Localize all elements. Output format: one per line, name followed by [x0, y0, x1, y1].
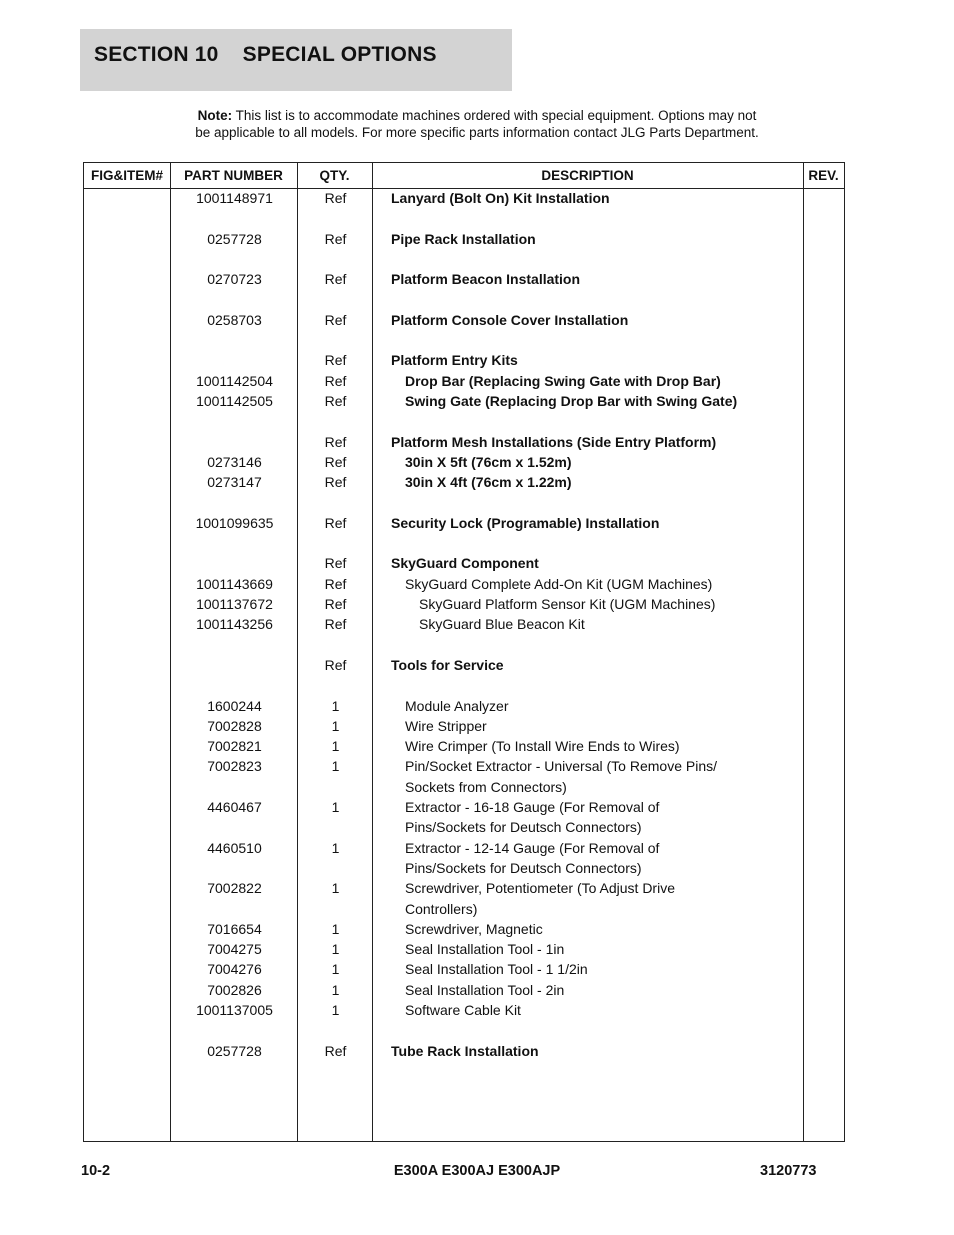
note-label: Note:: [197, 108, 233, 123]
qty-cell: Ref: [324, 453, 347, 470]
qty-cell: 1: [331, 920, 340, 937]
table-row: [84, 777, 844, 797]
description-cell: Module Analyzer: [405, 697, 509, 714]
qty-cell: Ref: [324, 311, 347, 328]
table-row: [84, 756, 844, 776]
description-cell: 30in X 5ft (76cm x 1.52m): [405, 453, 572, 470]
note-line-1: [80, 107, 874, 124]
qty-cell: 1: [331, 839, 340, 856]
table-row: [84, 269, 844, 289]
part-number-cell: 1600244: [207, 697, 262, 714]
qty-cell: 1: [331, 941, 340, 958]
table-row: [84, 472, 844, 492]
part-number-cell: 7002823: [207, 758, 262, 775]
description-cell: SkyGuard Complete Add-On Kit (UGM Machines): [405, 575, 713, 592]
table-row: [84, 939, 844, 959]
description-cell: Pin/Socket Extractor - Universal (To Remove Pins/: [405, 758, 717, 775]
part-number-cell: 1001148971: [196, 190, 273, 206]
description-cell: SkyGuard Platform Sensor Kit (UGM Machines): [419, 596, 716, 612]
qty-cell: Ref: [324, 1042, 347, 1059]
part-number-cell: 1001143669: [196, 575, 273, 592]
description-cell: Pins/Sockets for Deutsch Connectors): [405, 819, 642, 836]
table-row: [84, 614, 844, 634]
part-number-cell: 0273147: [207, 474, 262, 491]
qty-cell: Ref: [324, 575, 347, 592]
header-part-number: PART NUMBER: [184, 168, 283, 183]
table-row: [84, 696, 844, 716]
qty-cell: Ref: [324, 616, 347, 633]
description-cell: Lanyard (Bolt On) Kit Installation: [391, 190, 610, 206]
description-cell: 30in X 4ft (76cm x 1.22m): [405, 474, 572, 491]
description-cell: Screwdriver, Magnetic: [405, 920, 543, 937]
part-number-cell: 7004275: [207, 941, 262, 958]
part-number-cell: 4460510: [207, 839, 262, 856]
table-row: [84, 797, 844, 817]
section-title: SECTION 10 SPECIAL OPTIONS: [94, 43, 437, 66]
header-description: DESCRIPTION: [541, 168, 634, 183]
table-row: [84, 980, 844, 1000]
part-number-cell: 0258703: [207, 311, 262, 328]
part-number-cell: 0257728: [207, 230, 262, 247]
table-row: [84, 574, 844, 594]
qty-cell: Ref: [324, 393, 347, 409]
table-row: [84, 350, 844, 370]
part-number-cell: 1001099635: [195, 514, 274, 531]
description-cell: Security Lock (Programable) Installation: [391, 514, 660, 531]
table-row: [84, 878, 844, 898]
table-row: [84, 391, 844, 411]
qty-cell: 1: [331, 758, 340, 775]
table-row: [84, 716, 844, 736]
table-row: [84, 817, 844, 837]
description-cell: Seal Installation Tool - 2in: [405, 981, 565, 998]
part-number-cell: 4460467: [207, 799, 262, 815]
note-text-1: This list is to accommodate machines ordered with special equipment. Options may not: [232, 108, 757, 123]
part-number-cell: 0270723: [207, 271, 262, 288]
part-number-cell: 7002821: [207, 738, 262, 755]
qty-cell: 1: [331, 1002, 340, 1018]
table-row: [84, 655, 844, 675]
note: [80, 107, 874, 141]
description-cell: Seal Installation Tool - 1in: [405, 941, 565, 958]
table-row: [84, 736, 844, 756]
qty-cell: Ref: [324, 514, 347, 531]
header-fig-item: FIG&ITEM#: [90, 168, 163, 183]
table-row: [84, 432, 844, 452]
table-row: [84, 858, 844, 878]
description-cell: Swing Gate (Replacing Drop Bar with Swing Gate): [405, 393, 738, 409]
part-number-cell: 1001137672: [196, 596, 273, 612]
qty-cell: Ref: [324, 474, 347, 491]
description-cell: SkyGuard Blue Beacon Kit: [419, 616, 585, 633]
table-row: [84, 229, 844, 249]
qty-cell: Ref: [324, 372, 347, 389]
description-cell: Platform Entry Kits: [391, 352, 518, 369]
description-cell: Platform Console Cover Installation: [391, 311, 629, 328]
qty-cell: Ref: [324, 352, 347, 369]
part-number-cell: 1001142505: [196, 393, 273, 409]
qty-cell: Ref: [324, 555, 347, 572]
qty-cell: 1: [331, 880, 340, 897]
qty-cell: Ref: [324, 190, 347, 206]
part-number-cell: 0257728: [207, 1042, 262, 1059]
description-cell: Software Cable Kit: [405, 1002, 521, 1018]
qty-cell: Ref: [324, 596, 347, 612]
part-number-cell: 7002828: [207, 717, 262, 734]
description-cell: Pipe Rack Installation: [391, 230, 536, 247]
table-row: [84, 452, 844, 472]
qty-cell: Ref: [324, 656, 347, 673]
table-row: [84, 310, 844, 330]
model-list: E300A E300AJ E300AJP: [393, 1163, 561, 1179]
qty-cell: Ref: [324, 230, 347, 247]
qty-cell: 1: [331, 981, 340, 998]
qty-cell: 1: [331, 697, 340, 714]
part-number-cell: 7016654: [207, 920, 262, 937]
description-cell: Wire Crimper (To Install Wire Ends to Wires): [405, 738, 680, 755]
table-row: [84, 594, 844, 614]
page-number: 10-2: [81, 1163, 111, 1179]
header-qty: QTY.: [319, 168, 350, 183]
table-row: [84, 919, 844, 939]
part-number-cell: 7002826: [207, 981, 262, 998]
table-row: [84, 553, 844, 573]
part-number-cell: 7004276: [207, 961, 262, 978]
section-header: [80, 29, 512, 91]
description-cell: Drop Bar (Replacing Swing Gate with Drop Bar): [405, 372, 721, 389]
description-cell: Seal Installation Tool - 1 1/2in: [405, 961, 588, 978]
description-cell: Extractor - 16-18 Gauge (For Removal of: [405, 799, 660, 815]
part-number-cell: 7002822: [207, 880, 262, 897]
header-rev: REV.: [808, 168, 839, 183]
description-cell: SkyGuard Component: [391, 555, 539, 572]
part-number-cell: 1001143256: [196, 616, 273, 633]
table-row: [84, 188, 844, 208]
note-line-2: be applicable to all models. For more specific parts information contact JLG Parts Department.: [195, 125, 759, 140]
part-number-cell: 1001137005: [196, 1002, 273, 1018]
table-row: [84, 513, 844, 533]
description-cell: Platform Mesh Installations (Side Entry Platform): [391, 433, 717, 450]
qty-cell: 1: [331, 717, 340, 734]
document-number: 3120773: [760, 1163, 817, 1179]
description-cell: Wire Stripper: [405, 717, 487, 734]
table-row: [84, 959, 844, 979]
description-cell: Extractor - 12-14 Gauge (For Removal of: [405, 839, 660, 856]
description-cell: Screwdriver, Potentiometer (To Adjust Drive: [405, 880, 675, 897]
description-cell: Sockets from Connectors): [405, 778, 567, 795]
qty-cell: 1: [331, 738, 340, 755]
description-cell: Controllers): [405, 900, 478, 917]
table-row: [84, 838, 844, 858]
description-cell: Pins/Sockets for Deutsch Connectors): [405, 859, 642, 876]
part-number-cell: 1001142504: [196, 372, 273, 389]
qty-cell: 1: [331, 961, 340, 978]
table-row: [84, 1000, 844, 1020]
parts-table: [83, 162, 845, 1142]
qty-cell: Ref: [324, 271, 347, 288]
description-cell: Tube Rack Installation: [391, 1042, 539, 1059]
qty-cell: 1: [331, 799, 340, 815]
description-cell: Tools for Service: [391, 656, 504, 673]
part-number-cell: 0273146: [207, 453, 262, 470]
table-row: [84, 371, 844, 391]
qty-cell: Ref: [324, 433, 347, 450]
table-row: [84, 1041, 844, 1061]
description-cell: Platform Beacon Installation: [391, 271, 581, 288]
table-row: [84, 899, 844, 919]
